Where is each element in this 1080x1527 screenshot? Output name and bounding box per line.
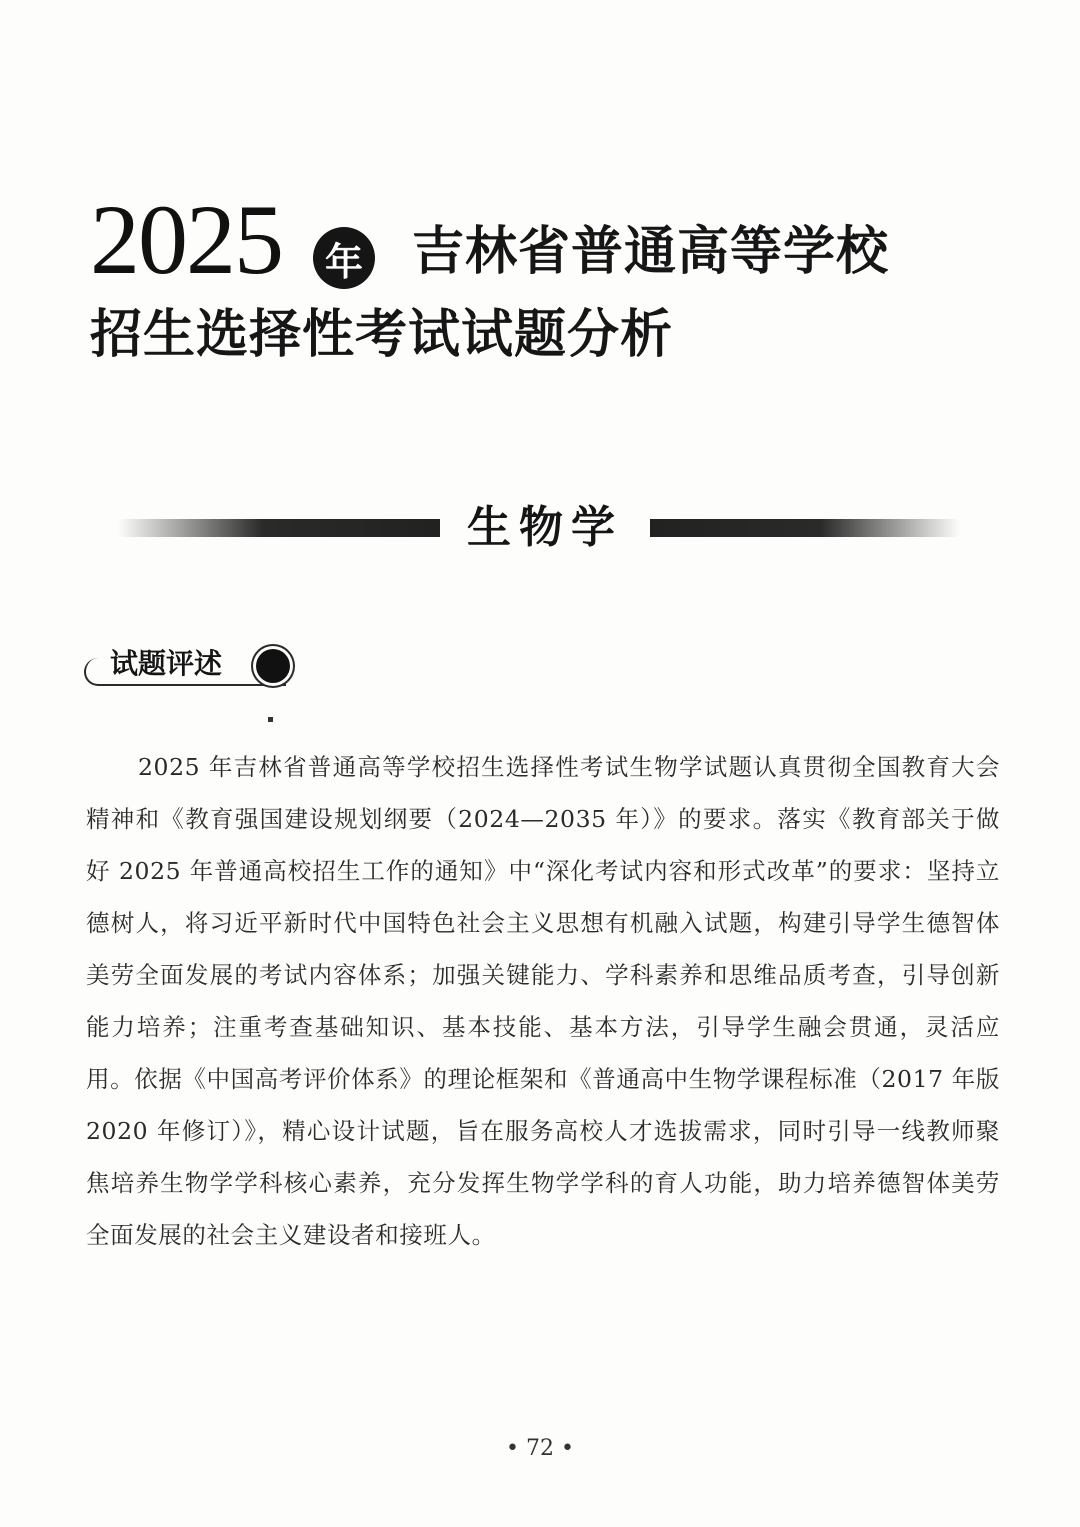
subject-divider-left bbox=[118, 519, 440, 537]
body-paragraph: 2025 年吉林省普通高等学校招生选择性考试生物学试题认真贯彻全国教育大会精神和《教育强国建设规划纲要（2024—2035 年）》的要求。落实《教育部关于做好 2025 年普通高校招生工作的通知》中“深化考试内容和形式改革”的要求：坚持立德树人，将习近平新时代中国特色社会主义思想有机融入试题，构建引导学生德智体美劳全面发展的考试内容体系；加强关键能力、学科素养和思维品质考查，引导创新能力培养；注重考查基础知识、基本技能、基本方法，引导学生融会贯通，灵活应用。依据《中国高考评价体系》的理论框架和《普通高中生物学课程标准（2017 年版 2020 年修订）》，精心设计试题，旨在服务高校人才选拔需求，同时引导一线教师聚焦培养生物学学科核心素养，充分发挥生物学学科的育人功能，助力培养德智体美劳全面发展的社会主义建设者和接班人。 bbox=[86, 753, 1000, 1249]
subject-heading: 生物学 bbox=[467, 502, 623, 553]
year-badge: 年 bbox=[313, 227, 375, 289]
page-number: • 72 • bbox=[506, 1436, 574, 1461]
subject-divider-right bbox=[650, 519, 960, 537]
section-heading: 试题评述 bbox=[110, 646, 228, 682]
title-year: 2025 bbox=[90, 184, 282, 295]
title-line-1: 吉林省普通高等学校 bbox=[412, 222, 890, 282]
scan-mark bbox=[268, 717, 273, 722]
section-bullet-icon bbox=[256, 649, 290, 683]
title-line-2: 招生选择性考试试题分析 bbox=[90, 305, 674, 365]
